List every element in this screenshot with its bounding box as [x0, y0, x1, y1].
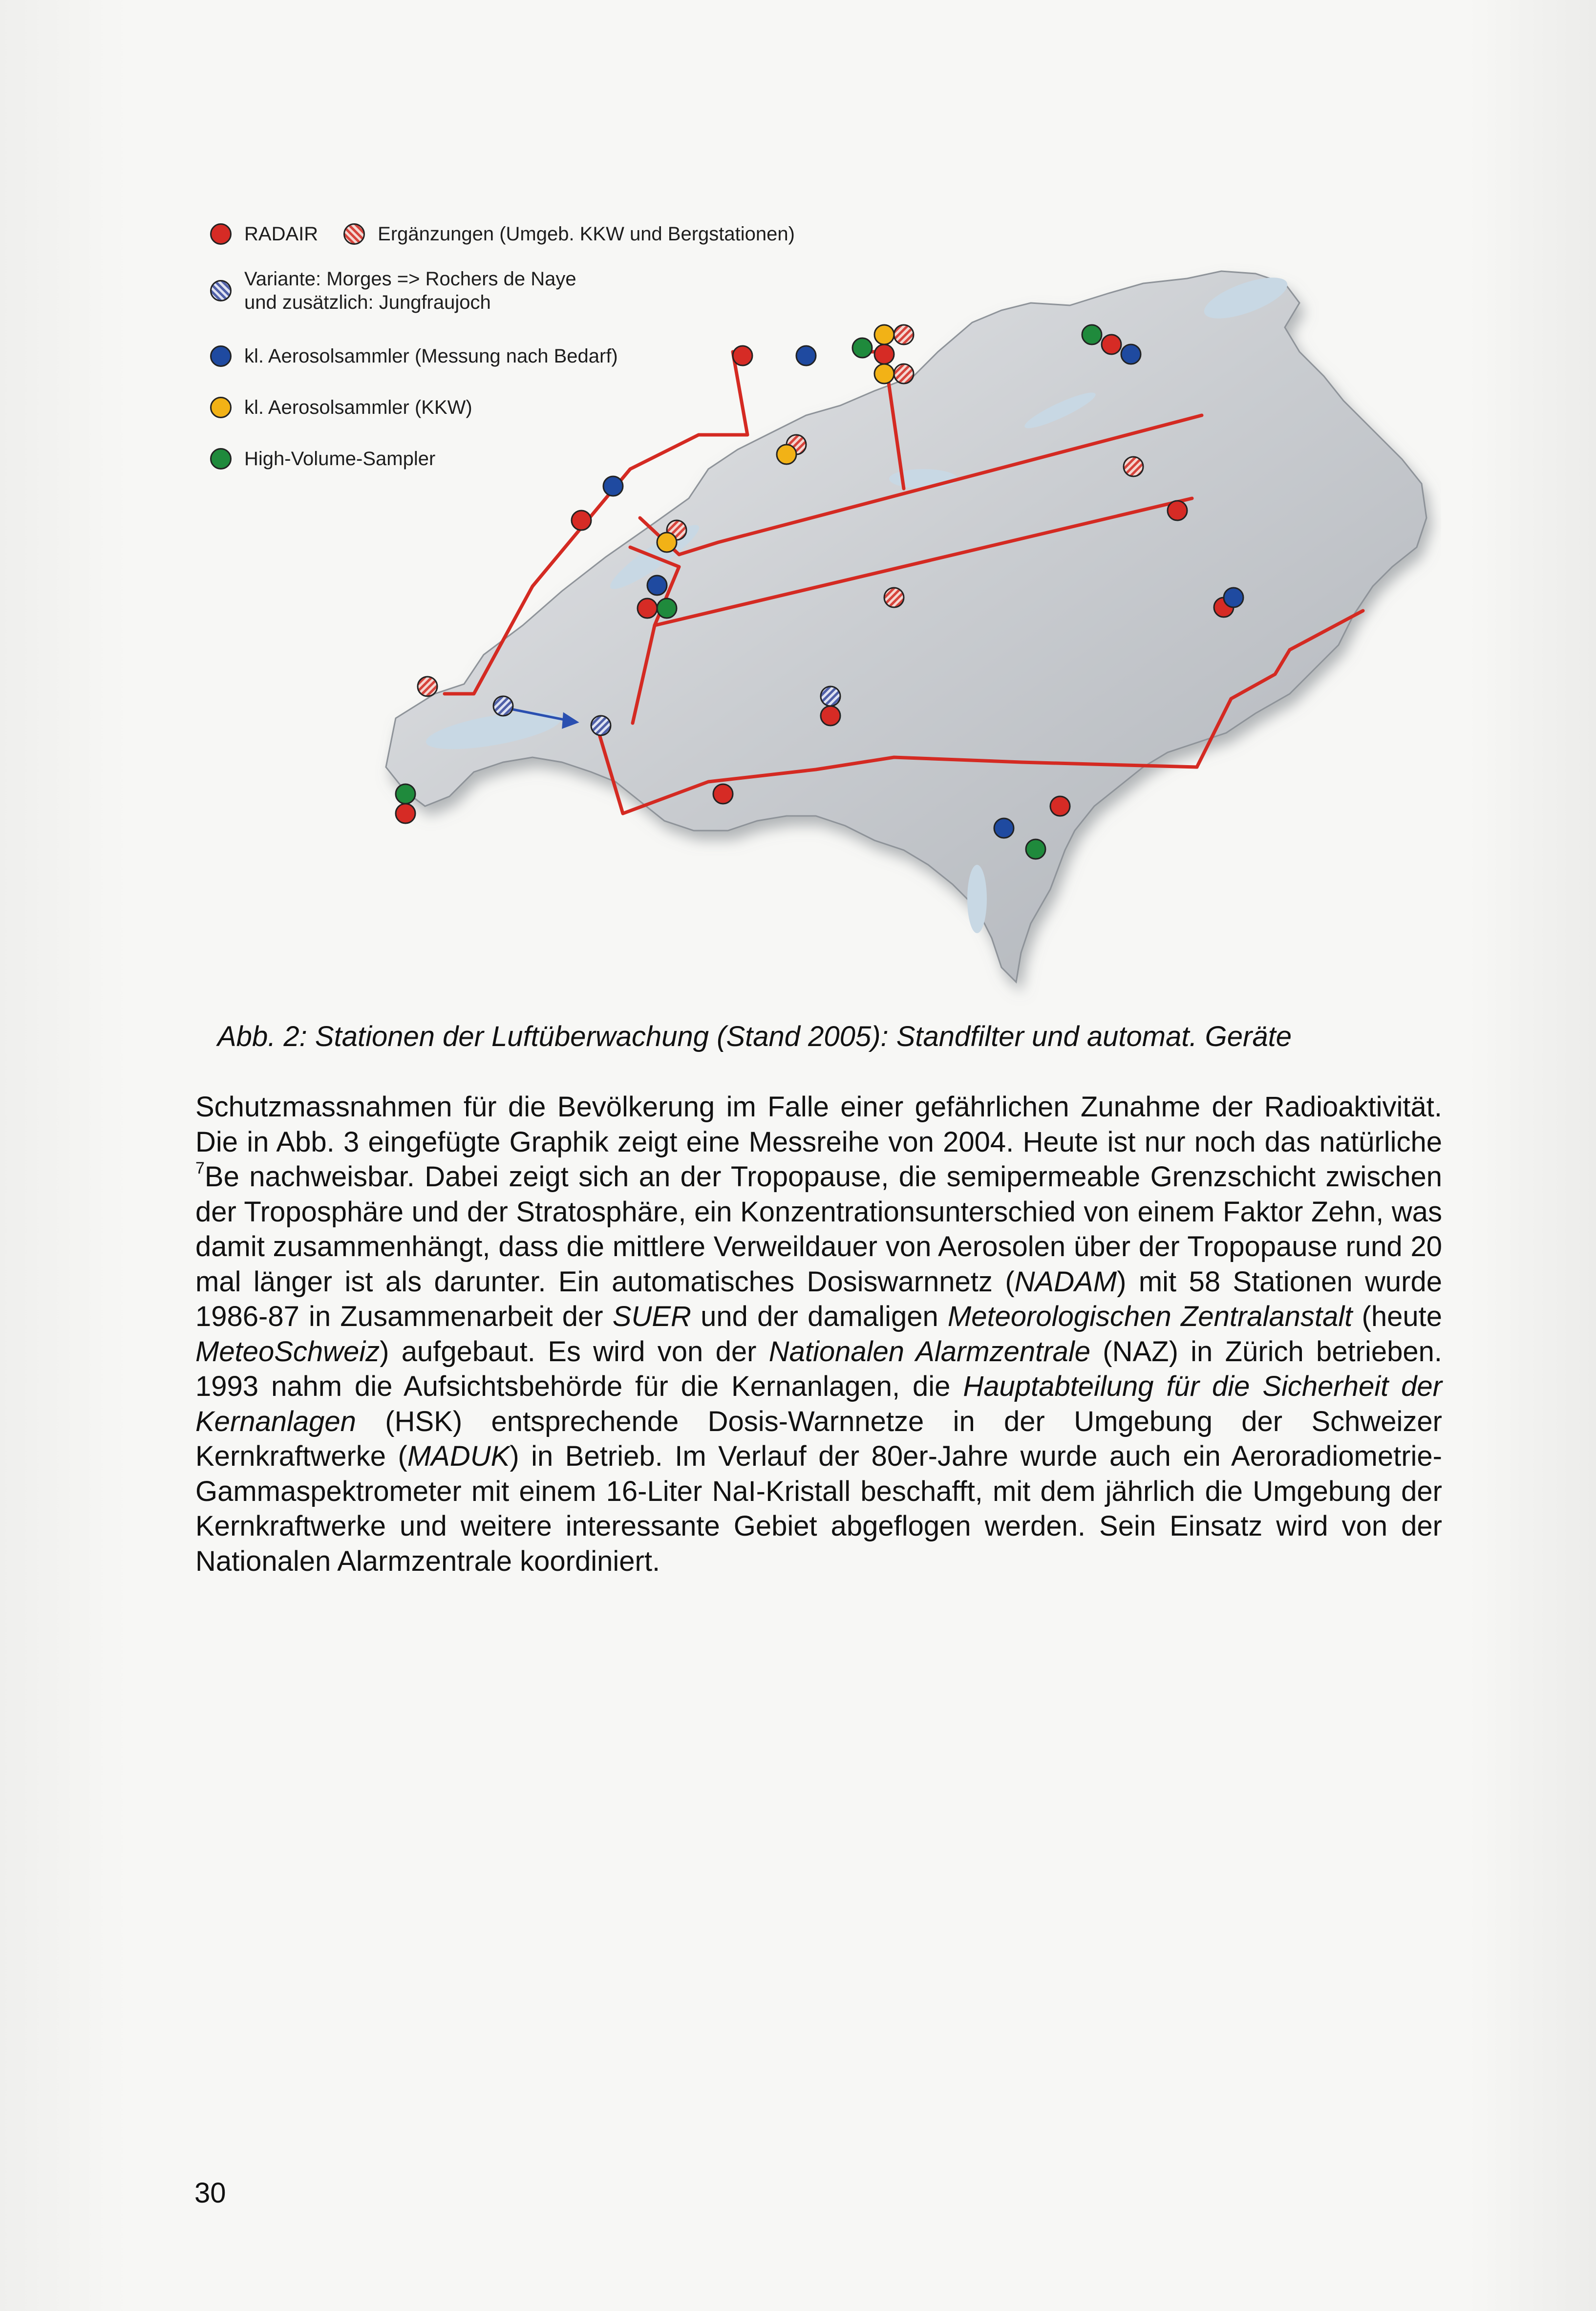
body-paragraph [195, 1090, 1442, 1579]
body-text-segment: ) mit 58 Stationen wurde 1986-87 in Zusammenarbeit der [195, 1265, 1442, 1332]
station-aerosol-kkw [874, 325, 894, 344]
station-radair [572, 511, 591, 530]
high-volume-marker-icon [210, 448, 232, 470]
station-radair [821, 706, 840, 726]
legend-high-volume-label: High-Volume-Sampler [244, 448, 436, 470]
station-high-volume [396, 784, 415, 804]
body-text-segment: und der damaligen [691, 1301, 948, 1332]
legend-row-aerosol-kkw [210, 396, 472, 419]
legend-row-high-volume [210, 447, 435, 471]
term-maduk: MADUK [407, 1440, 510, 1472]
station-radair [874, 344, 894, 364]
body-text-segment: (NAZ) in Zürich betrieben. 1993 nahm die Aufsichtsbehörde für die Kernanlagen, die [195, 1335, 1442, 1402]
legend-row-radair [210, 222, 795, 246]
body-text-segment: ) in Betrieb. Im Verlauf der 80er-Jahre wurde auch ein Aeroradiometrie-Gammaspektrometer mit einem 16-Liter NaI-Kristall beschafft, mit dem jährlich die Umgebung der Kernkraftwerke und weitere interessante Gebiet abgeflogen werden. Sein Einsatz wird von der Nationalen Alarmzentrale koordiniert. [195, 1440, 1442, 1577]
station-variante [493, 696, 513, 716]
body-text-segment: Be nachweisbar. Dabei zeigt sich an der Tropopause, die semipermeable Grenzschicht zwischen der Troposphäre und der Stratosphäre, ein Konzentrationsunterschied von einem Faktor Zehn, was damit zusammenhängt, dass die mittlere Verweildauer von Aerosolen über der Tropopause rund 20 mal länger ist als darunter. Ein automatisches Dosiswarnnetz ( [195, 1161, 1442, 1298]
body-text-segment: ) aufgebaut. Es wird von der [380, 1335, 769, 1368]
station-ergaenzung [884, 588, 904, 607]
station-ergaenzung [1124, 457, 1143, 476]
station-aerosol-bedarf [603, 476, 623, 496]
legend-ergaenzungen-label: Ergänzungen (Umgeb. KKW und Bergstationen) [378, 223, 795, 245]
station-radair [1050, 796, 1070, 816]
legend-aerosol-kkw-label: kl. Aerosolsammler (KKW) [244, 397, 472, 418]
station-high-volume [657, 599, 677, 618]
legend-variante-label [244, 267, 576, 314]
body-text-segment: Schutzmassnahmen für die Bevölkerung im Falle einer gefährlichen Zunahme der Radioaktivität. Die in Abb. 3 eingefügte Graphik zeigt eine Messreihe von 2004. Heute ist nur noch das natürliche [195, 1091, 1442, 1158]
station-high-volume [852, 338, 872, 358]
switzerland-station-map [191, 205, 1441, 1006]
radair-marker-icon [210, 223, 232, 245]
station-aerosol-kkw [777, 445, 796, 464]
station-variante [591, 716, 611, 735]
station-aerosol-kkw [874, 364, 894, 384]
legend-aerosol-bedarf-label: kl. Aerosolsammler (Messung nach Bedarf) [244, 345, 618, 367]
station-radair [1102, 335, 1121, 354]
station-aerosol-bedarf [647, 576, 667, 595]
legend-row-variante [210, 267, 576, 314]
station-high-volume [1082, 325, 1102, 344]
station-radair [1168, 501, 1187, 520]
lake-lucerne [889, 469, 958, 489]
legend-radair-label: RADAIR [244, 223, 319, 245]
figure-caption: Abb. 2: Stationen der Luftüberwachung (Stand 2005): Standfilter und automat. Geräte [217, 1021, 1292, 1052]
station-ergaenzung [418, 677, 437, 696]
term-suer: SUER [612, 1301, 691, 1332]
station-variante [821, 686, 840, 706]
page-number: 30 [194, 2177, 226, 2209]
body-text-segment: (heute [1352, 1301, 1442, 1332]
station-radair [713, 784, 733, 804]
term-meteo-zentralanstalt: Meteorologischen Zentralanstalt [947, 1301, 1353, 1332]
map-graphic [191, 205, 1441, 1006]
term-meteoschweiz: MeteoSchweiz [195, 1335, 380, 1368]
station-aerosol-kkw [657, 533, 677, 552]
lake-maggiore [967, 865, 987, 933]
station-aerosol-bedarf [1121, 344, 1141, 364]
legend-variante-line2: und zusätzlich: Jungfraujoch [244, 292, 491, 313]
station-aerosol-bedarf [994, 818, 1014, 838]
legend-variante-line1: Variante: Morges => Rochers de Naye [244, 268, 576, 290]
aerosol-kkw-marker-icon [210, 397, 232, 418]
body-text-segment: (HSK) entsprechende Dosis-Warnnetze in der Umgebung der Schweizer Kernkraftwerke ( [195, 1405, 1442, 1472]
ergaenzung-marker-icon [343, 223, 365, 245]
station-aerosol-bedarf [796, 346, 816, 365]
isotope-superscript: 7 [195, 1159, 205, 1177]
station-aerosol-bedarf [1224, 588, 1243, 607]
legend-row-aerosol-bedarf [210, 344, 618, 368]
aerosol-bedarf-marker-icon [210, 345, 232, 367]
station-ergaenzung [894, 364, 914, 384]
station-radair [396, 804, 415, 823]
station-ergaenzung [894, 325, 914, 344]
variante-marker-icon [210, 280, 232, 301]
term-nationale-alarmzentrale: Nationalen Alarmzentrale [768, 1335, 1090, 1368]
term-nadam: NADAM [1014, 1265, 1117, 1298]
station-radair [638, 599, 657, 618]
station-radair [733, 346, 752, 365]
term-hsk: Hauptabteilung für die Sicherheit der Kernanlagen [195, 1370, 1443, 1437]
station-high-volume [1026, 839, 1045, 859]
